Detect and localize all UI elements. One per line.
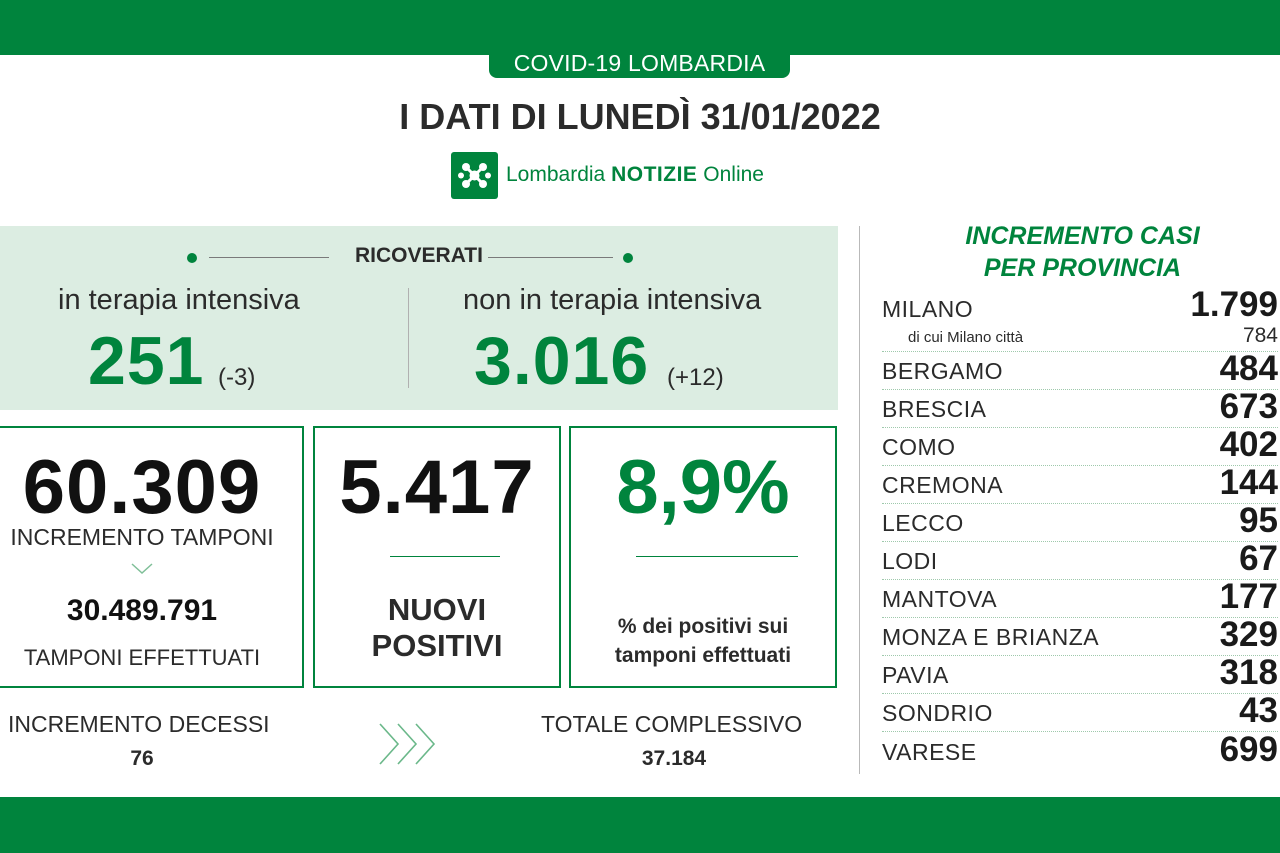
province-value: 699	[1219, 730, 1278, 769]
province-value: 67	[1239, 539, 1278, 578]
province-row	[882, 501, 1278, 542]
positivi-label-line1: NUOVI	[387, 592, 487, 627]
tamponi-total: 30.489.791	[66, 594, 218, 627]
province-row-milano	[882, 286, 1278, 352]
intensiva-value: 251	[88, 323, 205, 399]
province-value: 1.799	[1190, 285, 1278, 324]
percentuale-divider	[636, 556, 798, 557]
ricoverati-label: RICOVERATI	[355, 244, 483, 267]
province-value: 144	[1219, 463, 1278, 502]
province-row	[882, 732, 1278, 770]
province-value: 43	[1239, 691, 1278, 730]
chevron-down-icon	[130, 562, 154, 576]
province-row	[882, 425, 1278, 466]
brand-suffix: Online	[703, 163, 764, 186]
province-name: LECCO	[882, 510, 964, 536]
province-row	[882, 615, 1278, 656]
rosa-camuna-icon	[451, 152, 498, 199]
decessi-total-label: TOTALE COMPLESSIVO	[541, 711, 803, 737]
non-intensiva-label: non in terapia intensiva	[463, 284, 762, 316]
brand-bold: NOTIZIE	[611, 163, 698, 186]
brand-text	[506, 163, 764, 187]
percentuale-value: 8,9%	[616, 445, 790, 530]
province-divider	[859, 226, 860, 774]
positivi-divider	[390, 556, 500, 557]
ricoverati-line-right	[488, 257, 613, 258]
province-name: CREMONA	[882, 472, 1004, 498]
positivi-value: 5.417	[339, 445, 535, 530]
province-name: BERGAMO	[882, 358, 1004, 384]
province-name: COMO	[882, 434, 956, 460]
non-intensiva-delta: (+12)	[667, 364, 724, 391]
province-value: 329	[1219, 615, 1278, 654]
province-value: 177	[1219, 577, 1278, 616]
decessi-total: 37.184	[641, 747, 707, 770]
decessi-value: 76	[130, 747, 154, 770]
province-name: MILANO	[882, 296, 974, 322]
positivi-label-line2: POSITIVI	[371, 628, 503, 663]
province-list	[882, 286, 1278, 770]
intensiva-delta: (-3)	[218, 364, 256, 391]
province-name: LODI	[882, 548, 938, 574]
province-value: 95	[1239, 501, 1278, 540]
province-title	[915, 220, 1250, 284]
province-name: VARESE	[882, 739, 977, 765]
province-name: SONDRIO	[882, 700, 993, 726]
milano-citta-label: di cui Milano città	[908, 329, 1024, 346]
province-row	[882, 349, 1278, 390]
province-name: BRESCIA	[882, 396, 987, 422]
province-row	[882, 387, 1278, 428]
intensiva-label: in terapia intensiva	[58, 284, 300, 316]
positivi-label	[315, 592, 559, 664]
province-row	[882, 463, 1278, 504]
percentuale-label-line2: tamponi effettuati	[614, 644, 792, 667]
province-title-line1: INCREMENTO CASI	[965, 222, 1200, 250]
page-title: I DATI DI LUNEDÌ 31/01/2022	[399, 96, 881, 137]
province-row	[882, 577, 1278, 618]
non-intensiva-value: 3.016	[474, 323, 650, 399]
brand-prefix: Lombardia	[506, 163, 606, 186]
brand	[451, 151, 764, 199]
percentuale-label-line1: % dei positivi sui	[617, 615, 789, 638]
province-row	[882, 691, 1278, 732]
ricoverati-divider	[408, 288, 409, 388]
header-tag: COVID-19 LOMBARDIA	[489, 48, 790, 78]
top-banner	[0, 0, 1280, 55]
decessi-label: INCREMENTO DECESSI	[8, 711, 270, 737]
bottom-banner	[0, 797, 1280, 853]
ricoverati-dot-right	[623, 253, 633, 263]
province-title-line2: PER PROVINCIA	[983, 254, 1182, 282]
triple-chevron-right-icon	[376, 720, 444, 768]
province-row	[882, 653, 1278, 694]
province-name: PAVIA	[882, 662, 949, 688]
percentuale-label	[571, 612, 835, 670]
province-name: MONZA E BRIANZA	[882, 624, 1100, 650]
tamponi-label: INCREMENTO TAMPONI	[10, 524, 274, 550]
tamponi-total-label: TAMPONI EFFETTUATI	[23, 645, 261, 670]
tamponi-value: 60.309	[22, 445, 262, 530]
province-value: 484	[1219, 349, 1278, 388]
province-value: 402	[1219, 425, 1278, 464]
province-value: 318	[1219, 653, 1278, 692]
province-row	[882, 539, 1278, 580]
province-name: MANTOVA	[882, 586, 998, 612]
milano-citta-value: 784	[1242, 324, 1278, 347]
province-value: 673	[1219, 387, 1278, 426]
